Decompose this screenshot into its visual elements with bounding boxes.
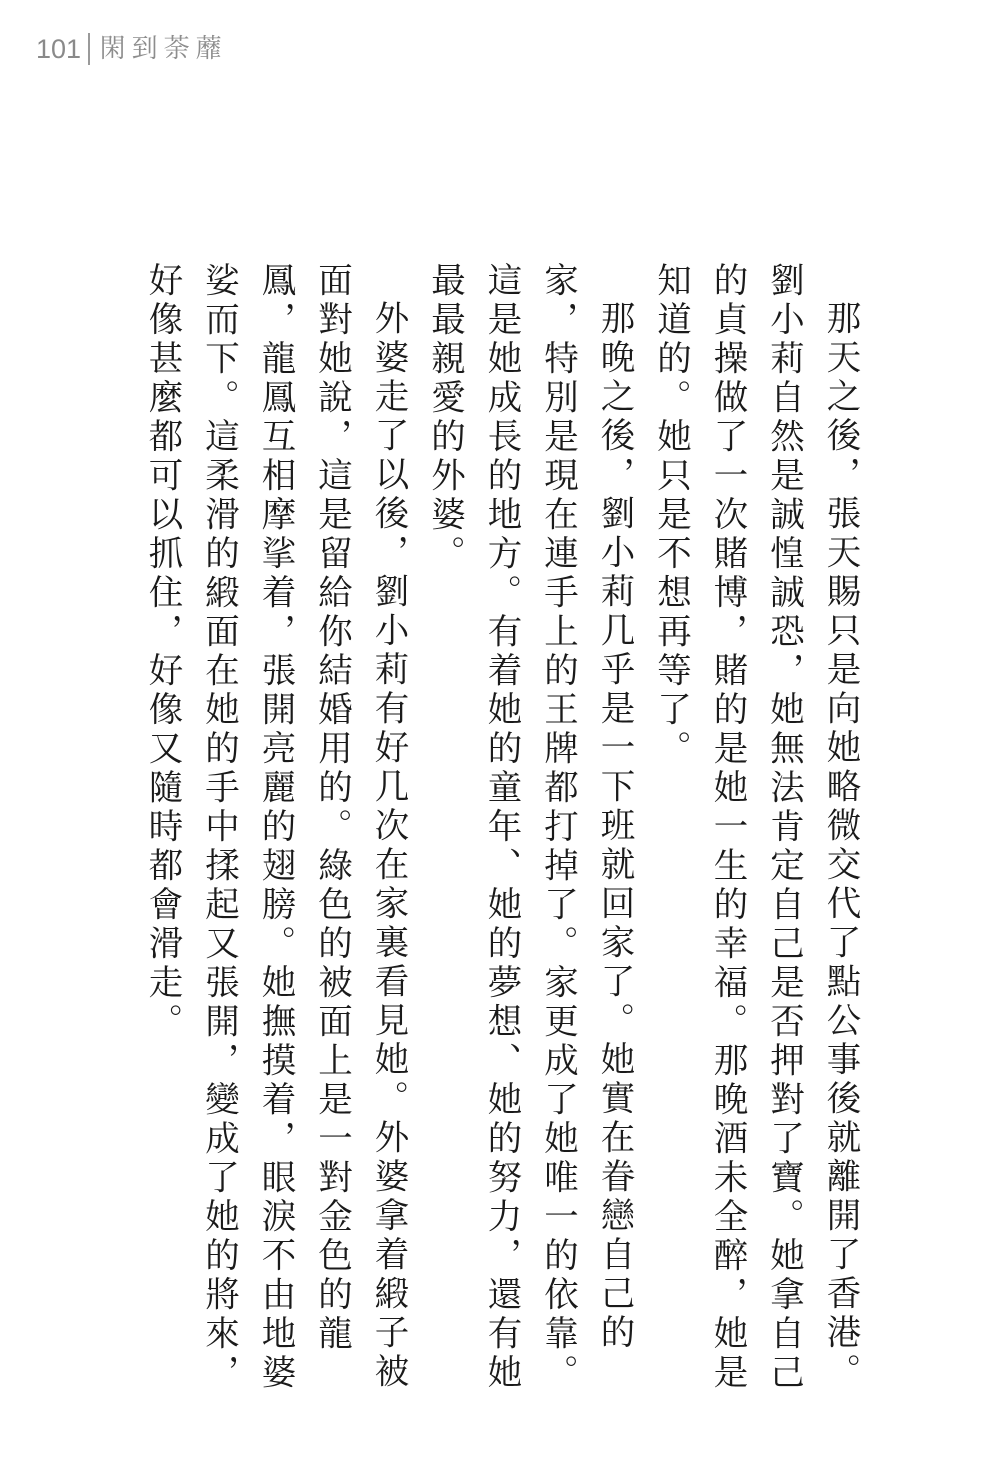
paragraph-3: 外婆走了以後，劉小莉有好几次在家裏看見她。外婆拿着緞子被面對她說，這是留給你結婚用的。綠色的被面上是一對金色的龍鳳，龍鳳互相摩挲着，張開亮麗的翅膀。她撫摸着，眼淚不由地婆娑而下。這柔滑的緞面在她的手中揉起又張開，變成了她的將來，好像甚麼都可以抓住，好像又隨時都會滑走。 — [142, 262, 408, 1393]
vertical-body-text — [108, 262, 868, 1412]
page-number: 101 — [36, 34, 82, 64]
header-divider — [88, 33, 90, 65]
paragraph-2: 那晚之後，劉小莉几乎是一下班就回家了。她實在眷戀自己的家，特別是現在連手上的王牌都打掉了。家更成了她唯一的依靠。這是她成長的地方。有着她的童年、她的夢想、她的努力，還有她最最親愛的外婆。 — [424, 262, 634, 1393]
book-title: 閑到荼蘼 — [99, 34, 228, 64]
paragraph-1: 那天之後，張天賜只是向她略微交代了點公事後就離開了香港。劉小莉自然是誠惶誠恐，她無法肯定自己是否押對了寶。她拿自己的貞操做了一次賭博，賭的是她一生的幸福。那晚酒未全醉，她是知道的。她只是不想再等了。 — [650, 262, 860, 1393]
page-header — [36, 28, 228, 70]
